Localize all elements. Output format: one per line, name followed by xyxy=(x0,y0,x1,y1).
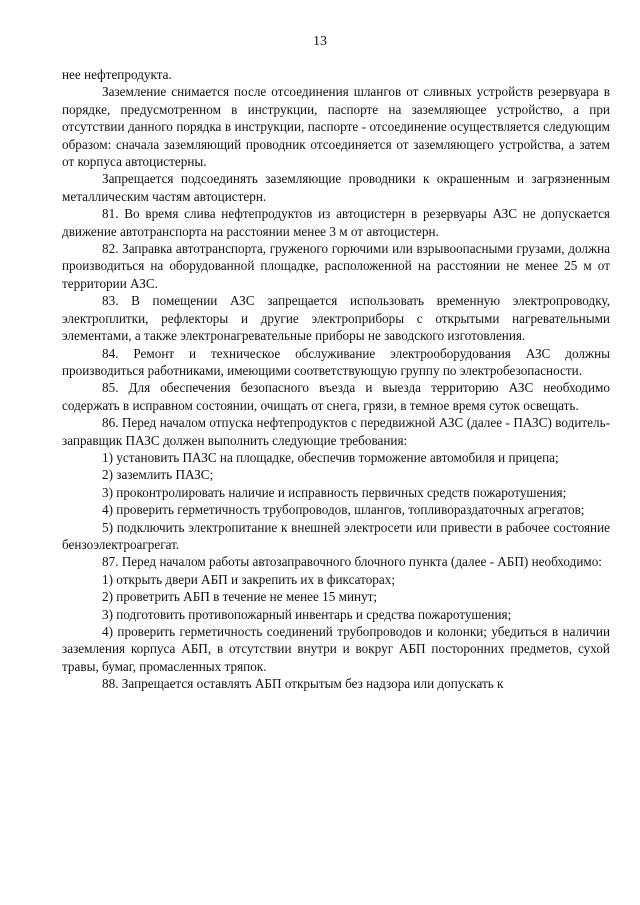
paragraph: Запрещается подсоединять заземляющие проводники к окрашенным и загрязненным металлическим частям автоцистерн. xyxy=(62,171,610,204)
paragraph-item-86: 86. Перед началом отпуска нефтепродуктов с передвижной АЗС (далее - ПАЗС) водитель-заправщик ПАЗС должен выполнить следующие требования: xyxy=(62,415,610,448)
list-item: 3) подготовить противопожарный инвентарь и средства пожаротушения; xyxy=(102,606,512,622)
paragraph-item-87: 87. Перед началом работы автозаправочного блочного пункта (далее - АБП) необходимо: xyxy=(102,554,602,570)
paragraph-item-88: 88. Запрещается оставлять АБП открытым без надзора или допускать к xyxy=(102,676,504,692)
list-item: 4) проверить герметичность трубопроводов, шлангов, топливораздаточных агрегатов; xyxy=(102,502,585,518)
page-body xyxy=(62,66,610,693)
list-item: 1) установить ПАЗС на площадке, обеспечив торможение автомобиля и прицепа; xyxy=(102,449,559,465)
list-item: 2) проветрить АБП в течение не менее 15 минут; xyxy=(102,589,378,605)
paragraph: Заземление снимается после отсоединения шлангов от сливных устройств резервуара в порядке, предусмотренном в инструкции, паспорте на заземляющее устройство, а при отсутствии данного порядка в инструкции, паспорте - отсоединение осуществляется следующим образом: сначала заземляющий проводник отсоединяется от заземляющего устройства, а затем от корпуса автоцистерны. xyxy=(62,84,610,170)
list-item: 3) проконтролировать наличие и исправность первичных средств пожаротушения; xyxy=(102,484,567,500)
list-item: 2) заземлить ПАЗС; xyxy=(102,467,214,483)
paragraph-item-84: 84. Ремонт и техническое обслуживание электрооборудования АЗС должны производиться работниками, имеющими соответствующую группу по электробезопасности. xyxy=(62,345,610,378)
list-item: 5) подключить электропитание к внешней электросети или привести в рабочее состояние бензоэлектроагрегат. xyxy=(62,519,610,552)
page-number: 13 xyxy=(313,34,327,49)
paragraph-item-85: 85. Для обеспечения безопасного въезда и выезда территорию АЗС необходимо содержать в исправном состоянии, очищать от снега, грязи, в темное время суток освещать. xyxy=(62,380,610,413)
list-item: 1) открыть двери АБП и закрепить их в фиксаторах; xyxy=(102,571,396,587)
list-item: 4) проверить герметичность соединений трубопроводов и колонки; убедиться в наличии заземления корпуса АБП, в отсутствии внутри и вокруг АБП посторонних предметов, сухой травы, бумаг, промасленных тряпок. xyxy=(62,624,610,674)
paragraph: нее нефтепродукта. xyxy=(62,67,172,82)
paragraph-item-83: 83. В помещении АЗС запрещается использовать временную электропроводку, электроплитки, рефлекторы и другие электроприборы с открытыми нагревательными элементами, а также электронагревательные приборы не заводского изготовления. xyxy=(62,293,610,344)
paragraph-item-81: 81. Во время слива нефтепродуктов из автоцистерн в резервуары АЗС не допускается движение автотранспорта на расстоянии менее 3 м от автоцистерн. xyxy=(62,206,610,239)
paragraph-item-82: 82. Заправка автотранспорта, груженого горючими или взрывоопасными грузами, должна производиться на оборудованной площадке, расположенной на расстоянии не менее 25 м от территории АЗС. xyxy=(62,241,610,291)
